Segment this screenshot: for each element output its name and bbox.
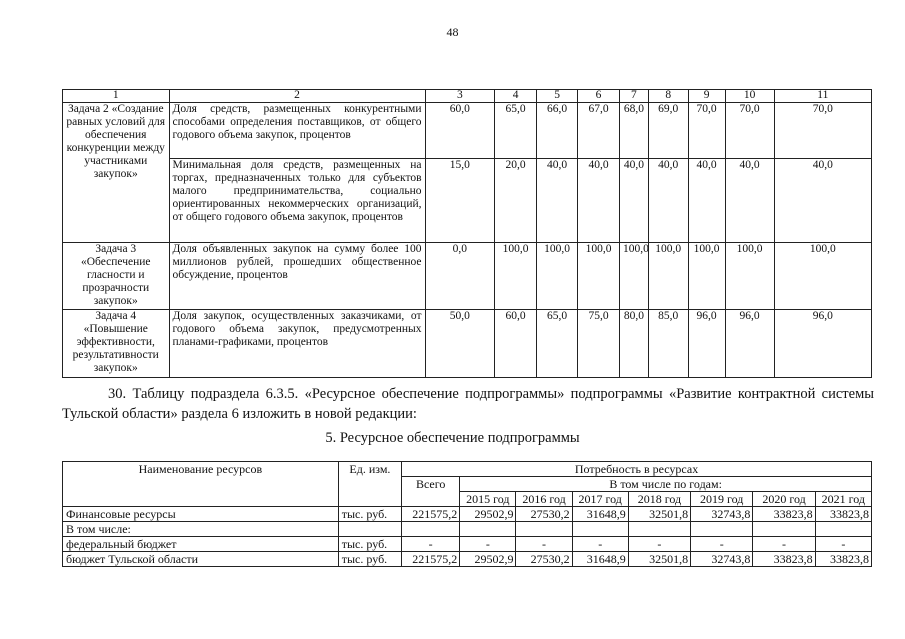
unit-cell: тыс. руб. <box>338 507 401 522</box>
amount-cell: - <box>402 537 460 552</box>
section-title: 5. Ресурсное обеспечение подпрограммы <box>325 430 580 446</box>
col-header-4: 4 <box>495 90 537 103</box>
page-number: 48 <box>446 25 459 39</box>
amount-cell: 33823,8 <box>753 552 815 567</box>
unit-cell: тыс. руб. <box>338 537 401 552</box>
value-cell: 80,0 <box>620 310 649 378</box>
resource-row <box>63 507 872 522</box>
amount-cell: 27530,2 <box>516 552 572 567</box>
value-cell: 96,0 <box>774 310 871 378</box>
value-cell: 100,0 <box>725 243 774 310</box>
value-cell: 65,0 <box>495 103 537 159</box>
amount-cell <box>572 522 628 537</box>
amount-cell: 33823,8 <box>815 507 871 522</box>
amendment-paragraph: 30. Таблицу подраздела 6.3.5. «Ресурсное обеспечение подпрограммы» подпрограммы «Развитие контрактной системы Тульской области» раздела 6 изложить в новой редакции: <box>62 386 874 422</box>
task-cell: Задача 4 «Повышение эффективности, результативности закупок» <box>63 310 170 378</box>
table-row <box>63 243 872 310</box>
value-cell: 100,0 <box>537 243 578 310</box>
resource-row <box>63 522 872 537</box>
amount-cell: 32501,8 <box>628 552 690 567</box>
col-header-1: 1 <box>63 90 170 103</box>
value-cell: 68,0 <box>620 103 649 159</box>
header-total: Всего <box>402 477 460 507</box>
amount-cell: 27530,2 <box>516 507 572 522</box>
col-header-10: 10 <box>725 90 774 103</box>
amount-cell <box>691 522 753 537</box>
amount-cell: 31648,9 <box>572 507 628 522</box>
unit-cell: тыс. руб. <box>338 552 401 567</box>
amount-cell: 32501,8 <box>628 507 690 522</box>
resource-name-cell: бюджет Тульской области <box>63 552 339 567</box>
amount-cell: - <box>691 537 753 552</box>
col-header-3: 3 <box>425 90 495 103</box>
table-row <box>63 310 872 378</box>
indicator-cell: Доля закупок, осуществленных заказчиками, от годового объема закупок, предусмотренных планами-графиками, процентов <box>169 310 425 378</box>
value-cell: 15,0 <box>425 159 495 243</box>
amount-cell: 221575,2 <box>402 507 460 522</box>
value-cell: 85,0 <box>648 310 688 378</box>
value-cell: 70,0 <box>688 103 725 159</box>
amount-cell: 29502,9 <box>460 507 516 522</box>
value-cell: 60,0 <box>495 310 537 378</box>
value-cell: 69,0 <box>648 103 688 159</box>
value-cell: 100,0 <box>688 243 725 310</box>
amount-cell: - <box>628 537 690 552</box>
col-header-2: 2 <box>169 90 425 103</box>
header-unit: Ед. изм. <box>338 462 401 507</box>
col-header-6: 6 <box>578 90 620 103</box>
amount-cell: 32743,8 <box>691 507 753 522</box>
indicators-table-body <box>63 103 872 378</box>
value-cell: 96,0 <box>725 310 774 378</box>
amount-cell: - <box>516 537 572 552</box>
value-cell: 40,0 <box>648 159 688 243</box>
amount-cell <box>460 522 516 537</box>
year-header: 2015 год <box>460 492 516 507</box>
year-header: 2019 год <box>691 492 753 507</box>
value-cell: 40,0 <box>725 159 774 243</box>
resource-row <box>63 552 872 567</box>
header-need: Потребность в ресурсах <box>402 462 872 477</box>
amount-cell <box>628 522 690 537</box>
value-cell: 20,0 <box>495 159 537 243</box>
amount-cell: - <box>460 537 516 552</box>
year-header: 2016 год <box>516 492 572 507</box>
value-cell: 0,0 <box>425 243 495 310</box>
task-cell: Задача 2 «Создание равных условий для обеспечения конкуренции между участниками закупок» <box>63 103 170 243</box>
resource-name-cell: федеральный бюджет <box>63 537 339 552</box>
indicator-cell: Доля средств, размещенных конкурентными способами определения поставщиков, от общего годового объема закупок, процентов <box>169 103 425 159</box>
value-cell: 100,0 <box>648 243 688 310</box>
year-header: 2021 год <box>815 492 871 507</box>
table-row <box>63 159 872 243</box>
indicator-cell: Минимальная доля средств, размещенных на торгах, предназначенных только для субъектов малого предпринимательства, социально ориентированных некоммерческих организаций, от общего годового объема закупок, процентов <box>169 159 425 243</box>
resources-table <box>62 461 872 567</box>
amount-cell <box>815 522 871 537</box>
amount-cell: 221575,2 <box>402 552 460 567</box>
amount-cell: 33823,8 <box>815 552 871 567</box>
resource-name-cell: Финансовые ресурсы <box>63 507 339 522</box>
header-resource-name: Наименование ресурсов <box>63 462 339 507</box>
amount-cell: - <box>815 537 871 552</box>
value-cell: 60,0 <box>425 103 495 159</box>
resource-row <box>63 537 872 552</box>
col-header-5: 5 <box>537 90 578 103</box>
value-cell: 67,0 <box>578 103 620 159</box>
indicators-table <box>62 89 872 378</box>
amount-cell <box>516 522 572 537</box>
value-cell: 40,0 <box>620 159 649 243</box>
amount-cell: 29502,9 <box>460 552 516 567</box>
value-cell: 50,0 <box>425 310 495 378</box>
value-cell: 40,0 <box>774 159 871 243</box>
value-cell: 100,0 <box>495 243 537 310</box>
value-cell: 66,0 <box>537 103 578 159</box>
col-header-9: 9 <box>688 90 725 103</box>
table-row <box>63 103 872 159</box>
value-cell: 96,0 <box>688 310 725 378</box>
amount-cell <box>402 522 460 537</box>
year-header: 2017 год <box>572 492 628 507</box>
col-header-8: 8 <box>648 90 688 103</box>
amount-cell: 33823,8 <box>753 507 815 522</box>
header-by-years: В том числе по годам: <box>460 477 872 492</box>
year-header: 2018 год <box>628 492 690 507</box>
value-cell: 65,0 <box>537 310 578 378</box>
indicator-cell: Доля объявленных закупок на сумму более 100 миллионов рублей, прошедших общественное обсуждение, процентов <box>169 243 425 310</box>
task-cell: Задача 3 «Обеспечение гласности и прозрачности закупок» <box>63 243 170 310</box>
value-cell: 75,0 <box>578 310 620 378</box>
col-header-11: 11 <box>774 90 871 103</box>
value-cell: 100,0 <box>774 243 871 310</box>
value-cell: 70,0 <box>774 103 871 159</box>
indicators-table-header <box>63 90 872 103</box>
year-header: 2020 год <box>753 492 815 507</box>
value-cell: 70,0 <box>725 103 774 159</box>
amount-cell: - <box>753 537 815 552</box>
amount-cell: 32743,8 <box>691 552 753 567</box>
value-cell: 100,0 <box>620 243 649 310</box>
amount-cell <box>753 522 815 537</box>
col-header-7: 7 <box>620 90 649 103</box>
resource-name-cell: В том числе: <box>63 522 339 537</box>
value-cell: 40,0 <box>537 159 578 243</box>
value-cell: 100,0 <box>578 243 620 310</box>
value-cell: 40,0 <box>688 159 725 243</box>
amount-cell: 31648,9 <box>572 552 628 567</box>
value-cell: 40,0 <box>578 159 620 243</box>
unit-cell <box>338 522 401 537</box>
amount-cell: - <box>572 537 628 552</box>
